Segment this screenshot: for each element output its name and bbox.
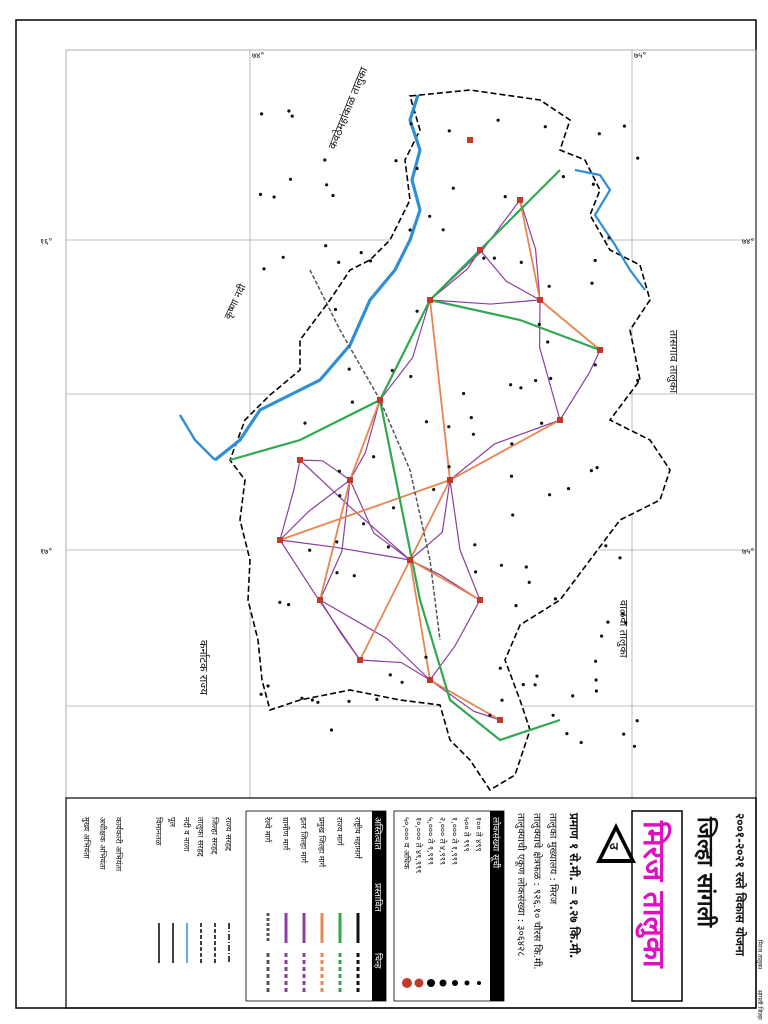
feature-label: जिल्हा सरहद्द xyxy=(210,817,219,855)
town-marker xyxy=(497,717,503,723)
town-marker xyxy=(537,297,543,303)
village-dot xyxy=(416,310,419,313)
signature-block xyxy=(81,817,124,872)
village-dot xyxy=(604,544,607,547)
village-dot xyxy=(409,375,412,378)
feature-label: पूल xyxy=(168,817,177,827)
road-type-label: प्रमुख जिल्हा मार्ग xyxy=(317,817,326,868)
town-marker xyxy=(347,477,353,483)
village-dot xyxy=(447,425,450,428)
footer-right: मिरज तालुका xyxy=(756,940,763,970)
population-rows xyxy=(402,817,484,988)
village-dot xyxy=(538,323,541,326)
feature-legend-rows xyxy=(154,817,233,963)
village-dot xyxy=(282,256,285,259)
village-dot xyxy=(510,442,513,445)
population-symbol xyxy=(415,979,424,988)
population-row-label: २,००० ते ४,९९९ xyxy=(438,817,447,866)
town-marker xyxy=(477,247,483,253)
village-dot xyxy=(424,656,427,659)
population-row-label: ५०० ते ९९९ xyxy=(462,817,471,852)
village-dot xyxy=(488,714,491,717)
village-dot xyxy=(540,422,543,425)
signature-label: कार्यकारी अभियंता xyxy=(114,817,123,872)
svg-text:उ: उ xyxy=(607,843,621,850)
village-dot xyxy=(546,340,549,343)
town-marker xyxy=(427,677,433,683)
town-marker xyxy=(447,477,453,483)
taluka-title: मिरज तालुका xyxy=(636,821,671,968)
info-line-2: तालुक्याचे क्षेत्रफळ : ९२६.१० चौरस कि.मी. xyxy=(531,813,542,970)
town-marker xyxy=(477,597,483,603)
village-dot xyxy=(262,267,265,270)
town-marker xyxy=(517,197,523,203)
road-type-label: रेल्वे मार्ग xyxy=(263,817,272,843)
village-dot xyxy=(594,363,597,366)
village-dot xyxy=(416,167,419,170)
village-dot xyxy=(330,728,333,731)
grid-label-2: १७° xyxy=(40,547,53,556)
village-dot xyxy=(511,513,514,516)
village-dot xyxy=(300,697,303,700)
village-dot xyxy=(323,158,326,161)
population-symbol xyxy=(402,978,412,988)
village-dot xyxy=(260,112,263,115)
district-title: जिल्हा सांगली xyxy=(692,817,717,928)
town-marker xyxy=(407,557,413,563)
village-dot xyxy=(622,733,625,736)
population-table-header: लोकसंख्या सूची xyxy=(490,817,500,869)
village-dot xyxy=(595,689,598,692)
village-dot xyxy=(594,660,597,663)
village-dot xyxy=(331,194,334,197)
village-dot xyxy=(316,701,319,704)
village-dot xyxy=(567,487,570,490)
village-dot xyxy=(308,549,311,552)
village-dot xyxy=(311,698,314,701)
village-dot xyxy=(571,694,574,697)
village-dot xyxy=(590,469,593,472)
village-dot xyxy=(387,545,390,548)
town-marker xyxy=(467,137,473,143)
scale-text: प्रमाण १ से.मी. = १.२७ कि.मी. xyxy=(567,813,581,959)
info-line-3: तालुक्याची एकूण लोकसंख्या : ३०६४२८ xyxy=(515,813,526,957)
grid-label-3: ७४° xyxy=(742,237,755,246)
village-dot xyxy=(448,129,451,132)
population-row-label: १,००० ते १,९९९ xyxy=(450,817,459,866)
village-dot xyxy=(394,159,397,162)
village-dot xyxy=(474,570,477,573)
village-dot xyxy=(401,681,404,684)
grid-label-6: ७५° xyxy=(634,51,647,60)
village-dot xyxy=(337,261,340,264)
village-dot xyxy=(472,433,475,436)
road-type-label: ग्रामीण मार्ग xyxy=(281,817,290,851)
village-dot xyxy=(618,556,621,559)
village-dot xyxy=(432,488,435,491)
population-row-label: १०,००० ते ४९,९९९ xyxy=(414,817,423,874)
village-dot xyxy=(362,522,365,525)
village-dot xyxy=(266,684,269,687)
village-dot xyxy=(600,635,603,638)
village-dot xyxy=(535,675,538,678)
village-dot xyxy=(353,574,356,577)
village-dot xyxy=(500,564,503,567)
village-dot xyxy=(335,571,338,574)
road-type-label: राज्य मार्ग xyxy=(335,817,344,846)
village-dot xyxy=(273,195,276,198)
village-dot xyxy=(473,543,476,546)
village-dot xyxy=(636,719,639,722)
village-dot xyxy=(425,420,428,423)
legend-rotated-block xyxy=(81,811,747,1001)
village-dot xyxy=(594,259,597,262)
population-symbol xyxy=(440,980,447,987)
town-marker xyxy=(557,417,563,423)
village-dot xyxy=(303,422,306,425)
grid-label-1: १६° xyxy=(40,237,53,246)
signature-label: अधीक्षक अभियंता xyxy=(98,817,107,870)
population-symbol xyxy=(477,981,481,985)
town-marker xyxy=(297,457,303,463)
village-dot xyxy=(287,603,290,606)
village-dot xyxy=(259,193,262,196)
feature-label: विमानतळ xyxy=(154,817,163,846)
north-arrow-icon xyxy=(596,823,636,863)
village-dot xyxy=(544,125,547,128)
village-dot xyxy=(548,285,551,288)
population-row-label: ५,००० ते ९,९९९ xyxy=(426,817,435,866)
village-dot xyxy=(595,678,598,681)
population-row-label: १०० ते ४९९ xyxy=(474,817,483,852)
village-dot xyxy=(351,401,354,404)
village-dot xyxy=(497,119,500,122)
feature-label: तालुका सरहद्द xyxy=(196,817,205,857)
town-marker xyxy=(317,597,323,603)
village-dot xyxy=(607,236,610,239)
town-marker xyxy=(357,657,363,663)
road-legend-header-3: चिन्ह xyxy=(372,953,382,969)
village-dot xyxy=(534,683,537,686)
village-dot xyxy=(549,377,552,380)
village-dot xyxy=(528,581,531,584)
village-dot xyxy=(565,732,568,735)
population-row-label: ५०,००० व अधिक xyxy=(402,817,411,870)
neighbor-label-top-right: तासगाव तालुका xyxy=(667,330,680,394)
road-type-label: राष्ट्रीय महामार्ग xyxy=(353,817,362,859)
village-dot xyxy=(392,506,395,509)
village-dot xyxy=(525,565,528,568)
village-dot xyxy=(554,597,557,600)
village-dot xyxy=(324,244,327,247)
village-dot xyxy=(636,379,639,382)
village-dot xyxy=(522,683,525,686)
village-dot xyxy=(278,601,281,604)
village-dot xyxy=(289,178,292,181)
plan-title: २००१-२०२१ रस्ते विकास योजना xyxy=(733,813,747,956)
neighbor-label-left: कर्नाटक राज्य xyxy=(197,640,210,695)
village-dot xyxy=(500,699,503,702)
village-dot xyxy=(514,604,517,607)
village-dot xyxy=(548,493,551,496)
village-dot xyxy=(360,251,363,254)
village-dot xyxy=(347,700,350,703)
town-marker xyxy=(597,347,603,353)
feature-label: राज्य सरहद्द xyxy=(224,817,233,851)
village-dot xyxy=(348,368,351,371)
village-dot xyxy=(428,215,431,218)
grid-label-4: ७५° xyxy=(742,547,755,556)
village-dot xyxy=(442,228,445,231)
neighbor-label-top: कवठेमहांकाळ तालुका xyxy=(325,65,371,152)
village-dot xyxy=(375,698,378,701)
village-dot xyxy=(369,259,372,262)
village-dot xyxy=(470,416,473,419)
road-legend-header-2: प्रस्तावित xyxy=(372,883,382,912)
village-dot xyxy=(447,465,450,468)
village-dot xyxy=(504,195,507,198)
neighbor-label-bottom-left: कृष्णा नदी xyxy=(222,282,249,322)
feature-label: नदी व नाला xyxy=(182,817,191,852)
village-dot xyxy=(325,183,328,186)
village-dot xyxy=(580,741,583,744)
village-dot xyxy=(338,470,341,473)
village-dot xyxy=(596,466,599,469)
road-type-label: इतर जिल्हा मार्ग xyxy=(299,817,308,863)
village-dot xyxy=(520,261,523,264)
village-dot xyxy=(338,494,341,497)
village-dot xyxy=(499,667,502,670)
village-dot xyxy=(389,673,392,676)
village-dot xyxy=(287,109,290,112)
village-dot xyxy=(633,745,636,748)
village-dot xyxy=(409,122,412,125)
village-dot xyxy=(509,383,512,386)
population-symbol xyxy=(465,981,470,986)
village-dot xyxy=(623,125,626,128)
village-dot xyxy=(552,714,555,717)
village-dot xyxy=(519,386,522,389)
population-symbol xyxy=(427,979,435,987)
village-dot xyxy=(598,132,601,135)
neighbor-label-right: वाळवा तालुका xyxy=(617,600,630,658)
town-marker xyxy=(427,297,433,303)
village-dot xyxy=(260,693,263,696)
road-legend-header-1: अस्तित्वात xyxy=(372,817,382,850)
population-symbol xyxy=(452,980,458,986)
village-dot xyxy=(534,379,537,382)
grid-label-5: ७४° xyxy=(252,51,265,60)
village-dot xyxy=(372,455,375,458)
village-dot xyxy=(592,183,595,186)
village-dot xyxy=(590,282,593,285)
village-dot xyxy=(409,228,412,231)
village-dot xyxy=(606,621,609,624)
village-dot xyxy=(291,115,294,118)
village-dot xyxy=(391,369,394,372)
info-line-1: तालुका मुख्यालय : मिरज xyxy=(547,813,558,905)
village-dot xyxy=(636,157,639,160)
village-dot xyxy=(562,175,565,178)
town-marker xyxy=(277,537,283,543)
village-dot xyxy=(452,187,455,190)
village-dot xyxy=(510,475,513,478)
signature-label: मुख्य अभियंता xyxy=(82,817,91,859)
village-dot xyxy=(334,308,337,311)
river-branch xyxy=(180,415,215,460)
footer-left: सांगली जिल्हा xyxy=(756,990,763,1020)
village-dot xyxy=(493,257,496,260)
road-legend-rows xyxy=(263,816,363,993)
town-marker xyxy=(377,397,383,403)
village-dot xyxy=(335,540,338,543)
village-dot xyxy=(462,392,465,395)
village-dot xyxy=(482,257,485,260)
